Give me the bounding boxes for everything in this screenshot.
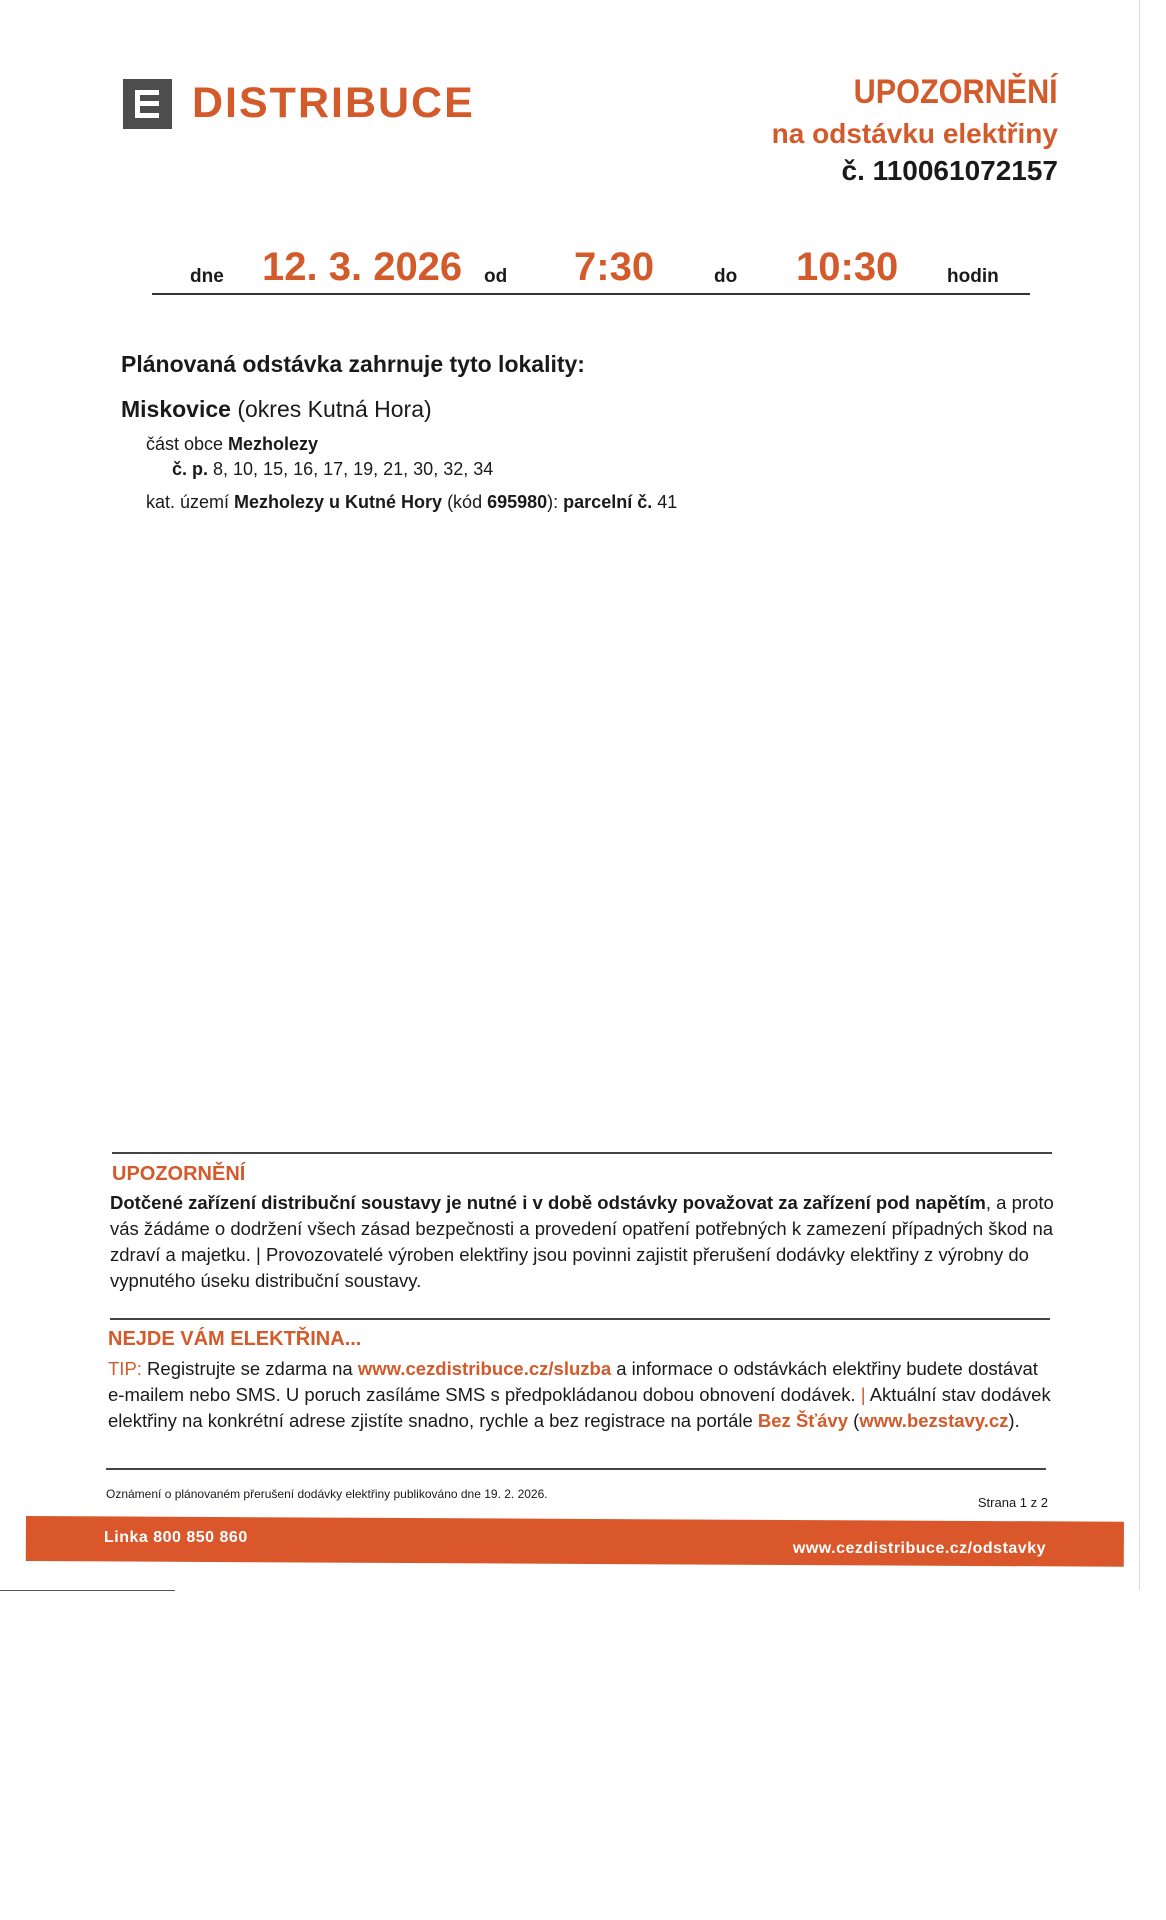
tip-title: NEJDE VÁM ELEKTŘINA... bbox=[108, 1328, 362, 1350]
locality-town bbox=[121, 396, 432, 423]
hotline: Linka 800 850 860 bbox=[104, 1529, 248, 1546]
notice-number: č. 110061072157 bbox=[841, 155, 1058, 186]
parcel-value: 41 bbox=[652, 492, 678, 512]
cez-logo-icon bbox=[123, 79, 172, 129]
registration-link[interactable]: www.cezdistribuce.cz/sluzba bbox=[357, 1358, 612, 1379]
outage-start: 7:30 bbox=[574, 245, 655, 289]
warning-bold: Dotčené zařízení distribuční soustavy je nutné i v době odstávky považovat za zařízení pod napětím bbox=[110, 1192, 986, 1213]
house-numbers bbox=[172, 459, 493, 480]
scan-edge bbox=[0, 1590, 175, 1591]
brand-name: DISTRIBUCE bbox=[192, 79, 475, 127]
page-edge bbox=[1139, 0, 1140, 1590]
outage-end: 10:30 bbox=[796, 245, 899, 289]
warning-title: UPOZORNĚNÍ bbox=[112, 1163, 246, 1185]
website-link[interactable]: www.cezdistribuce.cz/odstavky bbox=[792, 1540, 1046, 1557]
tip-text: TIP: Registrujte se zdarma na www.cezdistribuce.cz/sluzba a informace o odstávkách elektřiny budete dostávat e-mailem nebo SMS. U poruch zasíláme SMS s předpokládanou dobou obnovení dodávek. | Aktuální stav dodávek elektřiny na konkrétní adrese zjistíte snadno, rychle a bez registrace na portále Bez Šťávy (www.bezstavy.cz). bbox=[108, 1358, 1051, 1431]
part-prefix: část obce bbox=[146, 434, 229, 454]
notice-subtitle: na odstávku elektřiny bbox=[771, 118, 1058, 149]
parcel-prefix: parcelní č. bbox=[563, 492, 653, 512]
bezstavy-link[interactable]: www.bezstavy.cz bbox=[859, 1410, 1009, 1431]
portal-name: Bez Šťávy bbox=[757, 1410, 849, 1431]
date-label: dne bbox=[190, 266, 224, 287]
kat-code-prefix: (kód bbox=[442, 492, 488, 512]
cp-prefix: č. p. bbox=[172, 459, 209, 479]
to-label: do bbox=[714, 266, 738, 287]
cadastral-area bbox=[146, 492, 677, 513]
kat-name: Mezholezy u Kutné Hory bbox=[234, 492, 443, 512]
town-district: (okres Kutná Hora) bbox=[230, 396, 432, 422]
kat-code-suffix: ): bbox=[547, 492, 564, 512]
date-underline bbox=[152, 293, 1030, 295]
divider bbox=[110, 1318, 1050, 1320]
town-name: Miskovice bbox=[121, 396, 231, 422]
notice-title: UPOZORNĚNÍ bbox=[853, 73, 1058, 111]
warning-text: Dotčené zařízení distribuční soustavy je nutné i v době odstávky považovat za zařízení pod napětím, a proto vás žádáme o dodržení všech zásad bezpečnosti a provedení opatření potřebných k zamezení případných škod na zdraví a majetku. | Provozovatelé výroben elektřiny jsou povinni zajistit přerušení dodávky elektřiny z výrobny do vypnutého úseku distribuční soustavy. bbox=[110, 1192, 1054, 1291]
kat-code: 695980 bbox=[487, 492, 548, 512]
divider bbox=[112, 1152, 1052, 1154]
unit-label: hodin bbox=[947, 266, 999, 287]
from-label: od bbox=[484, 266, 508, 287]
page-number: Strana 1 z 2 bbox=[977, 1495, 1048, 1510]
locality-part bbox=[146, 434, 318, 455]
cp-values: 8, 10, 15, 16, 17, 19, 21, 30, 32, 34 bbox=[208, 459, 494, 479]
divider bbox=[106, 1468, 1046, 1470]
outage-date: 12. 3. 2026 bbox=[262, 245, 463, 289]
kat-prefix: kat. území bbox=[146, 492, 235, 512]
publication-note: Oznámení o plánovaném přerušení dodávky elektřiny publikováno dne 19. 2. 2026. bbox=[106, 1487, 548, 1501]
tip-label: TIP: bbox=[108, 1358, 142, 1379]
localities-title: Plánovaná odstávka zahrnuje tyto lokality: bbox=[121, 351, 585, 377]
part-name: Mezholezy bbox=[228, 434, 319, 454]
